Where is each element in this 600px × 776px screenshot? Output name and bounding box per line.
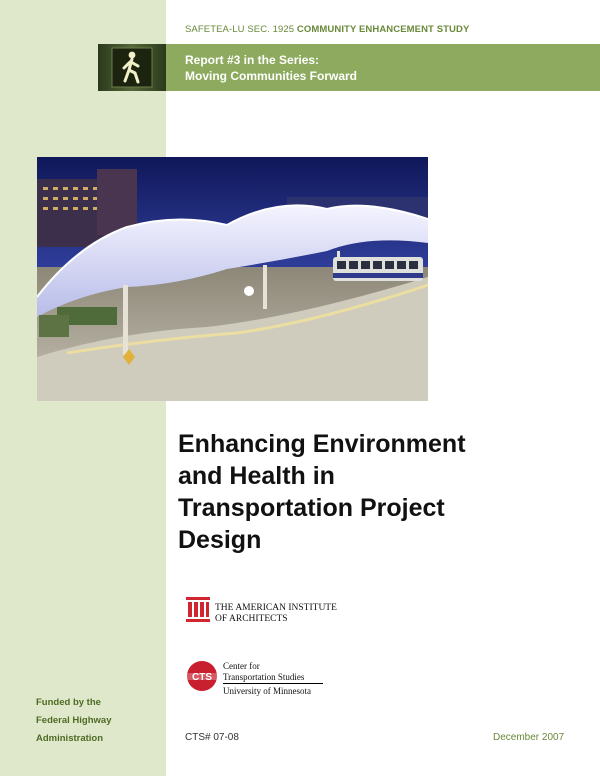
funding-line-2: Federal Highway bbox=[36, 715, 112, 726]
cover-photo-transit-canopy bbox=[37, 157, 428, 401]
aia-name bbox=[215, 603, 337, 625]
series-label bbox=[185, 52, 357, 84]
series-line-2: Moving Communities Forward bbox=[185, 69, 358, 83]
cts-name bbox=[223, 661, 304, 683]
cts-name-line-2: Transportation Studies bbox=[223, 672, 305, 682]
cts-university: University of Minnesota bbox=[223, 686, 311, 696]
publication-date: December 2007 bbox=[493, 732, 565, 743]
title-line-2: and Health in bbox=[178, 462, 335, 490]
cts-name-line-1: Center for bbox=[223, 661, 260, 671]
program-title: SAFETEA-LU SEC. 1925 COMMUNITY ENHANCEMENT STUDY bbox=[185, 24, 470, 35]
funding-note bbox=[36, 694, 112, 748]
aia-name-line-2: OF ARCHITECTS bbox=[215, 614, 288, 624]
title-line-4: Design bbox=[178, 526, 262, 554]
series-line-1: Report #3 in the Series: bbox=[185, 53, 320, 67]
aia-logo bbox=[185, 595, 337, 630]
cts-divider bbox=[223, 683, 323, 684]
report-title bbox=[178, 428, 466, 556]
title-line-1: Enhancing Environment bbox=[178, 430, 466, 458]
cts-badge-text: CTS bbox=[192, 672, 212, 683]
title-line-3: Transportation Project bbox=[178, 494, 445, 522]
aia-column-logo-icon bbox=[185, 595, 211, 625]
cts-circle-logo-icon bbox=[185, 659, 219, 693]
funding-line-1: Funded by the bbox=[36, 697, 101, 708]
funding-line-3: Administration bbox=[36, 733, 104, 744]
report-number: CTS# 07-08 bbox=[185, 732, 239, 743]
pedestrian-walk-signal-icon bbox=[98, 44, 166, 91]
cts-logo bbox=[185, 659, 311, 698]
aia-name-line-1: THE AMERICAN INSTITUTE bbox=[215, 603, 337, 613]
